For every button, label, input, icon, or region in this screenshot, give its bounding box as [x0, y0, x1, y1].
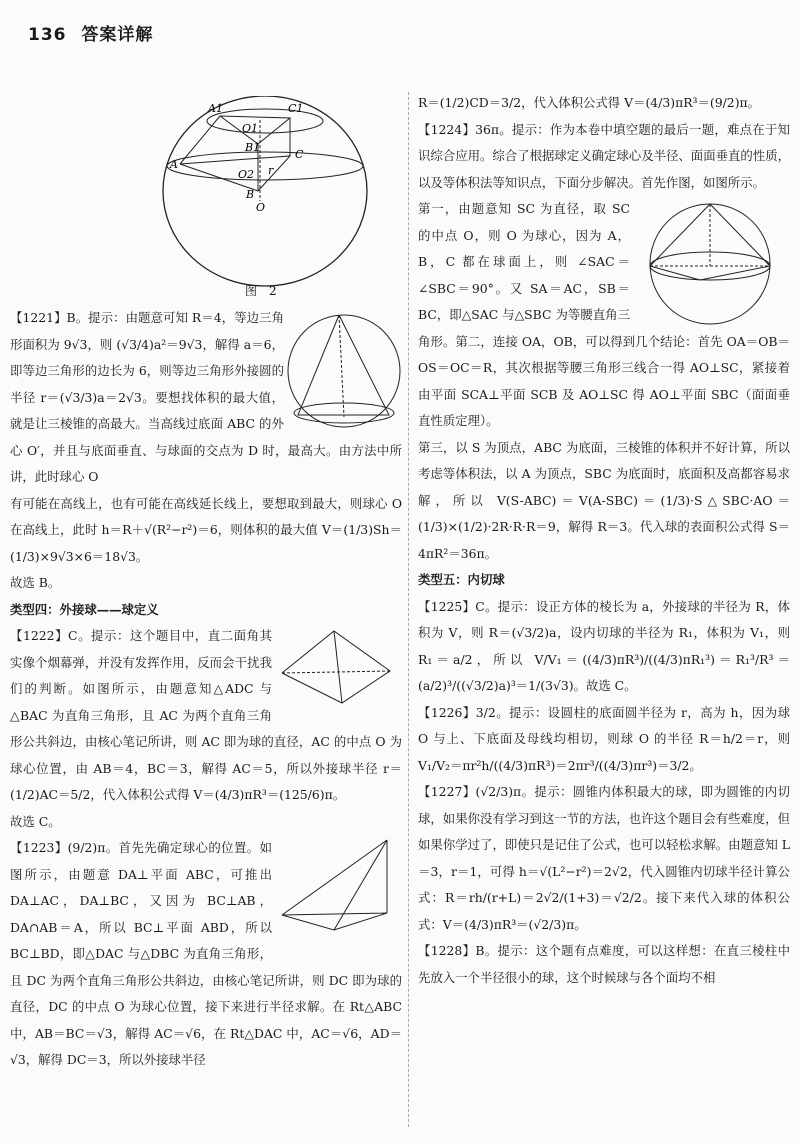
page-header: [28, 20, 161, 45]
label-B1: B1: [245, 141, 261, 154]
answer-1227: 【1227】(√2/3)π。提示：圆锥内体积最大的球，即为圆锥的内切球，如果你没有学习到这一节的方法，也许这个题目会有些难度，但如果你学过了，即使只是记住了公式，也可以轻松求解。由题意知 L＝3，r＝1，可得 h＝√(L²−r²)＝2√2，代入圆锥内切球半径计算公式：R＝rh/(r+L)＝2√2/(1+3)＝√2/2。接下来代入球的体积公式：V＝(4/3)πR³＝(√2/3)π。: [418, 784, 790, 932]
answer-1221-part1: 【1221】B。提示：由题意可知 R＝4，等边三角形面积为 9√3，则 (√3/4)a²＝9√3，解得 a＝6，即等边三角形的边长为 6，则等边三角形外接圆的半径 r＝(√3/3)a＝2√3。要想找体积的最大值，就是让三棱锥的高最大。当高线过底面 ABC 的外心 O′，并且与底面垂直、与球面的交点为 D 时，最高大。由方法中所讲，此时球心 O: [10, 310, 402, 484]
section-heading-type5: 类型五：内切球: [418, 572, 505, 587]
label-A1: A1: [208, 102, 223, 115]
header-title: 答案详解: [81, 25, 154, 45]
answer-1221-conclusion: 故选 B。: [10, 575, 61, 590]
answer-1223: 【1223】(9/2)π。首先先确定球心的位置。如图所示，由题意 DA⊥平面 ABC，可推出 DA⊥AC，DA⊥BC，又因为 BC⊥AB，DA∩AB＝A，所以 BC⊥平面 ABD，所以 BC⊥BD，即△DAC 与△DBC 为直角三角形，且 DC 为两个直角三角形公共斜边，由核心笔记所讲，则 DC 即为球的直径，DC 的中点 O 为球心位置，接下来进行半径求解。在 Rt△ABC 中，AB＝BC＝√3，解得 AC＝√6，在 Rt△DAC 中，AC＝√6，AD＝√3，解得 DC＝3，所以外接球半径: [10, 840, 402, 1067]
right-column: [418, 90, 790, 991]
sphere-figure-2: [140, 96, 400, 301]
label-A: A: [170, 158, 178, 171]
answer-1224-step3: 第三，以 S 为顶点，ABC 为底面，三棱锥的体积并不好计算，所以考虑等体积法，以 A 为顶点，SBC 为底面时，底面积及高都容易求解，所以 V(S-ABC)＝V(A-SBC)＝(1/3)·S△SBC·AO＝(1/3)×(1/2)·2R·R·R＝9，解得 R＝3。代入球的表面积公式得 S＝4πR²＝36π。: [418, 439, 790, 561]
answer-1225: 【1225】C。提示：设正方体的棱长为 a，外接球的半径为 R，体积为 V，则 R＝(√3/2)a，设内切球的半径为 R₁，体积为 V₁，则 R₁＝a/2，所以 V/V₁＝((4/3)πR³)/((4/3)πR₁³)＝R₁³/R³＝(a/2)³/((√3/2)a)³＝1/(3√3)。故选 C。: [418, 598, 790, 693]
section-heading-type4: 类型四：外接球——球定义: [10, 601, 159, 617]
answer-1224-steps: 第一，由题意知 SC 为直径，取 SC 的中点 O，则 O 为球心，因为 A，B，C 都在球面上，则 ∠SAC＝∠SBC＝90°。又 SA＝AC，SB＝BC，即△SAC 与△SBC 为等腰直角三角形。第二，连接 OA，OB，可以得到几个结论：首先 OA＝OB＝OS＝OC＝R，其次根据等腰三角形三线合一得 AO⊥SC，紧接着由平面 SCA⊥平面 SCB 及 AO⊥SC 得 AO⊥平面 SBC（面面垂直性质定理）。: [418, 201, 790, 428]
label-C1: C1: [288, 102, 304, 115]
figure-caption: 图 2: [245, 284, 277, 298]
sphere-figure-1224: [630, 196, 790, 326]
label-C: C: [295, 148, 304, 161]
label-O1: O1: [242, 122, 259, 135]
answer-1224-intro: 【1224】36π。提示：作为本卷中填空题的最后一题，难点在于知识综合应用。综合了根据球定义确定球心及半径、面面垂直的性质，以及等体积法等知识点，下面分步解决。首先作图，如图所示。: [418, 121, 790, 190]
answer-1222: 【1222】C。提示：这个题目中，直二面角其实像个烟幕弹，并没有发挥作用，反而会干扰我们的判断。如图所示，由题意知△ADC 与△BAC 为直角三角形，且 AC 为两个直角三角形公共斜边，由核心笔记所讲，则 AC 即为球的直径，AC 的中点 O 为球心位置，由 AB＝4，BC＝3，解得 AC＝5，所以外接球半径 r＝(1/2)AC＝5/2，代入体积公式得 V＝(4/3)πR³＝(125/6)π。: [10, 628, 402, 802]
left-column: [10, 305, 402, 1074]
label-O2: O2: [238, 168, 255, 181]
tetrahedron-figure-1222: [272, 623, 402, 713]
tetrahedron-figure-1223: [272, 835, 402, 945]
answer-1221-part2: 有可能在高线上，也有可能在高线延长线上，要想取到最大，则球心 O 在高线上，此时 h＝R＋√(R²−r²)＝6，则体积的最大值 V＝(1/3)Sh＝(1/3)×9√3×6＝18√3。: [10, 495, 402, 564]
label-B: B: [246, 188, 255, 201]
label-r: r: [268, 164, 274, 177]
answer-1222-conclusion: 故选 C。: [10, 813, 61, 829]
column-divider: [408, 92, 410, 1127]
answer-1228: 【1228】B。提示：这个题有点难度，可以这样想：在直三棱柱中先放入一个半径很小的球，这个时候球与各个面均不相: [418, 943, 790, 985]
answer-1226: 【1226】3/2。提示：设圆柱的底面圆半径为 r，高为 h，因为球 O 与上、下底面及母线均相切，则球 O 的半径 R＝h/2＝r，则 V₁/V₂＝πr²h/((4/3)πR³)＝2πr³/((4/3)πr³)＝3/2。: [418, 704, 790, 773]
page-number: 136: [28, 25, 67, 45]
answer-1223-continued: R＝(1/2)CD＝3/2，代入体积公式得 V＝(4/3)πR³＝(9/2)π。: [418, 95, 761, 110]
pyramid-in-sphere-figure: [284, 305, 402, 435]
label-O: O: [256, 201, 266, 214]
